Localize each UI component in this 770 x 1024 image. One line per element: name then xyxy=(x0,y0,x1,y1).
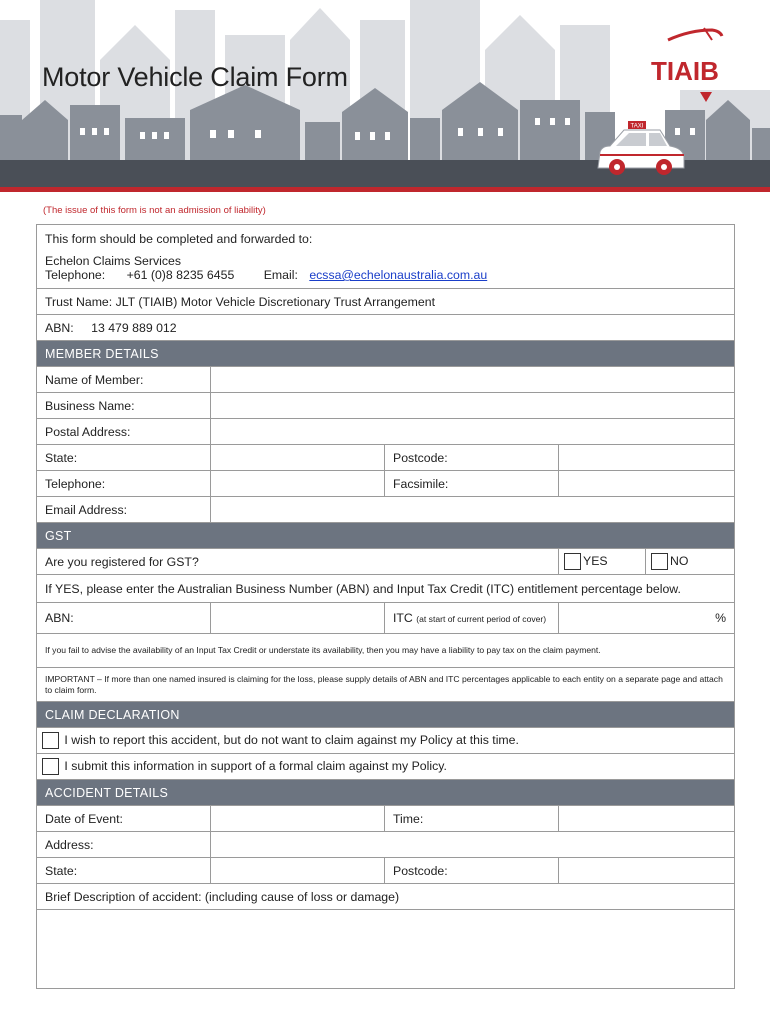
email-address-label: Email Address: xyxy=(37,497,211,523)
gst-yes-cell xyxy=(559,549,646,575)
email-address-field[interactable] xyxy=(211,497,735,523)
member-postcode-field[interactable] xyxy=(559,445,735,471)
accident-postcode-field[interactable] xyxy=(559,858,735,884)
gst-no-cell xyxy=(646,549,735,575)
itc-label-cell xyxy=(385,603,559,634)
member-state-label: State: xyxy=(37,445,211,471)
gst-abn-label: ABN: xyxy=(37,603,211,634)
phone-value: +61 (0)8 8235 6455 xyxy=(126,268,235,282)
time-label: Time: xyxy=(385,806,559,832)
header-banner xyxy=(0,0,770,192)
accident-address-field[interactable] xyxy=(211,832,735,858)
gst-yes-label: YES xyxy=(583,553,608,568)
formal-claim-checkbox[interactable] xyxy=(42,758,59,775)
contact-info xyxy=(37,225,735,289)
intro-text: This form should be completed and forwarded to: xyxy=(45,232,313,246)
trust-name: Trust Name: JLT (TIAIB) Motor Vehicle Discretionary Trust Arrangement xyxy=(37,289,735,315)
gst-question: Are you registered for GST? xyxy=(37,549,559,575)
time-field[interactable] xyxy=(559,806,735,832)
accident-state-label: State: xyxy=(37,858,211,884)
percent-sign: % xyxy=(715,611,726,625)
facsimile-label: Facsimile: xyxy=(385,471,559,497)
page-title: Motor Vehicle Claim Form xyxy=(42,62,348,92)
accident-address-label: Address: xyxy=(37,832,211,858)
report-only-label: I wish to report this accident, but do not want to claim against my Policy at this time. xyxy=(64,732,519,747)
itc-note: (at start of current period of cover) xyxy=(416,614,547,624)
itc-percentage-field[interactable] xyxy=(559,603,735,634)
abn-value: 13 479 889 012 xyxy=(91,320,177,335)
itc-label: ITC xyxy=(393,611,413,625)
postal-address-field[interactable] xyxy=(211,419,735,445)
email-link[interactable]: ecssa@echelonaustralia.com.au xyxy=(309,268,488,282)
date-of-event-label: Date of Event: xyxy=(37,806,211,832)
gst-instruction: If YES, please enter the Australian Business Number (ABN) and Input Tax Credit (ITC) entitlement percentage below. xyxy=(37,575,735,603)
gst-warning: If you fail to advise the availability of an Input Tax Credit or understate its availability, then you may have a liability to pay tax on the claim payment. xyxy=(37,634,735,668)
gst-important: IMPORTANT – If more than one named insured is claiming for the loss, please supply details of ABN and ITC percentages applicable to each entity on a separate page and attach to claim form. xyxy=(37,668,735,702)
claim-form-table xyxy=(36,224,735,989)
telephone-label: Telephone: xyxy=(37,471,211,497)
company-name: Echelon Claims Services xyxy=(45,254,181,268)
phone-label: Telephone: xyxy=(45,268,106,282)
declaration-option-claim xyxy=(37,754,735,780)
gst-yes-checkbox[interactable] xyxy=(564,553,581,570)
member-state-field[interactable] xyxy=(211,445,385,471)
accident-postcode-label: Postcode: xyxy=(385,858,559,884)
member-name-field[interactable] xyxy=(211,367,735,393)
section-accident-details: ACCIDENT DETAILS xyxy=(37,780,735,806)
section-member-details: MEMBER DETAILS xyxy=(37,341,735,367)
svg-text:TIAIB: TIAIB xyxy=(651,56,719,86)
accident-state-field[interactable] xyxy=(211,858,385,884)
gst-no-checkbox[interactable] xyxy=(651,553,668,570)
member-postcode-label: Postcode: xyxy=(385,445,559,471)
liability-notice: (The issue of this form is not an admission of liability) xyxy=(43,205,266,216)
contact-line xyxy=(45,268,726,282)
description-label: Brief Description of accident: (including cause of loss or damage) xyxy=(37,884,735,910)
business-name-field[interactable] xyxy=(211,393,735,419)
member-name-label: Name of Member: xyxy=(37,367,211,393)
email-label: Email: xyxy=(263,268,298,282)
abn-label: ABN: xyxy=(45,320,74,335)
gst-no-label: NO xyxy=(670,553,689,568)
abn-row xyxy=(37,315,735,341)
city-skyline-illustration xyxy=(0,0,770,192)
facsimile-field[interactable] xyxy=(559,471,735,497)
date-of-event-field[interactable] xyxy=(211,806,385,832)
report-only-checkbox[interactable] xyxy=(42,732,59,749)
postal-address-label: Postal Address: xyxy=(37,419,211,445)
gst-abn-field[interactable] xyxy=(211,603,385,634)
description-field[interactable] xyxy=(37,910,735,989)
business-name-label: Business Name: xyxy=(37,393,211,419)
svg-text:TAXI: TAXI xyxy=(630,123,644,130)
telephone-field[interactable] xyxy=(211,471,385,497)
section-claim-declaration: CLAIM DECLARATION xyxy=(37,702,735,728)
formal-claim-label: I submit this information in support of a formal claim against my Policy. xyxy=(64,758,447,773)
declaration-option-report xyxy=(37,728,735,754)
section-gst: GST xyxy=(37,523,735,549)
